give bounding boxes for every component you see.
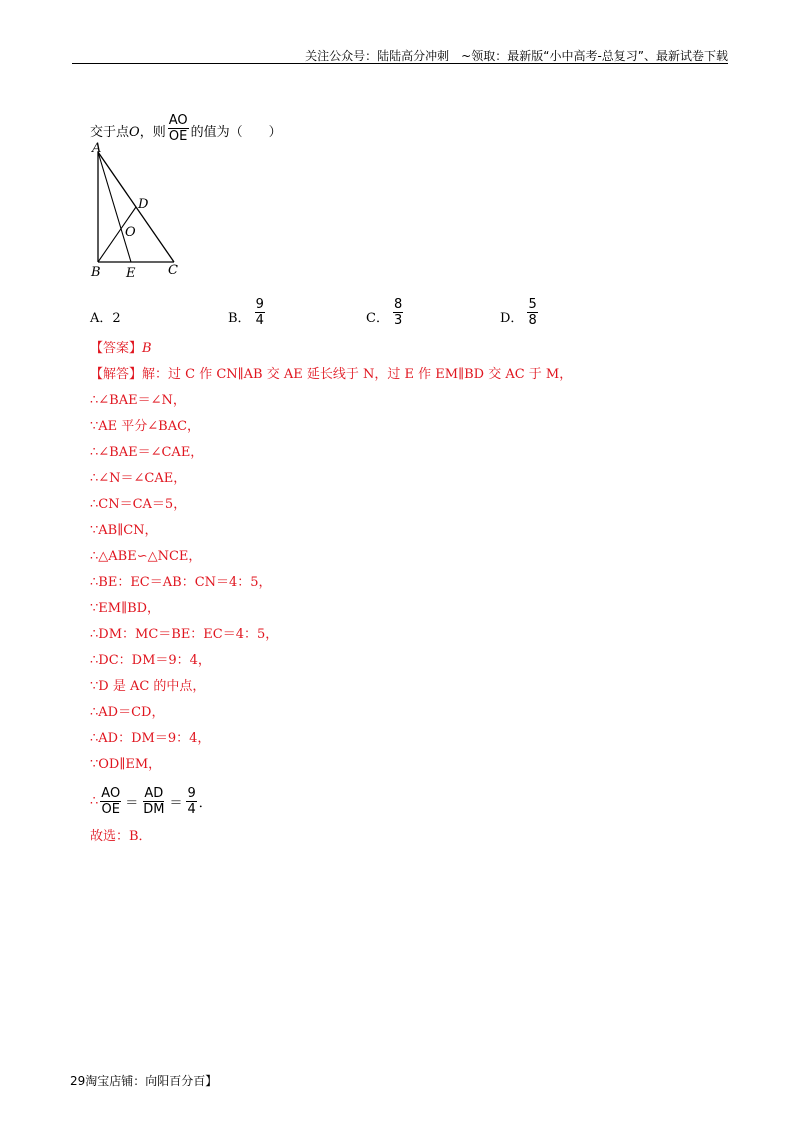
question-suffix: 的值为（ ） — [190, 125, 282, 140]
solution-line: ∴∠BAE＝∠CAE， — [90, 445, 204, 460]
solution-line: ∴DM：MC＝BE：EC＝4：5， — [90, 627, 279, 642]
answer-value: B — [142, 341, 152, 356]
solution-line: 【解答】解：过 C 作 CN∥AB 交 AE 延长线于 N，过 E 作 EM∥BD 交 AC 于 M， — [90, 367, 573, 382]
answer-prefix: 【答案】 — [90, 341, 143, 356]
option-c-label: C． — [366, 311, 389, 326]
solution-line: ∴CN＝CA＝5， — [90, 497, 187, 512]
question-prefix: 交于点 — [90, 125, 130, 140]
solution-line: ∴△ABE∽△NCE， — [90, 549, 202, 564]
header-divider — [72, 63, 728, 64]
fraction-denominator: OE — [168, 129, 188, 144]
final-f2-den: DM — [143, 801, 165, 817]
equals-sign: ＝ — [169, 795, 183, 811]
question-point: O — [129, 125, 140, 140]
option-d-fraction — [527, 297, 537, 328]
final-end: ． — [198, 795, 212, 811]
answer-options — [90, 286, 590, 328]
solution-line: ∴AD：DM＝9：4， — [90, 731, 211, 746]
final-f1-den: OE — [101, 801, 120, 817]
fraction-numerator: AO — [168, 113, 188, 128]
page-header — [72, 47, 728, 64]
page-footer — [70, 1072, 217, 1089]
option-b[interactable] — [228, 297, 267, 328]
final-fraction-ao-oe — [100, 786, 121, 817]
header-text: 关注公众号：陆陆高分冲刺 ~领取：最新版“小中高考-总复习”、最新试卷下载 — [305, 49, 728, 63]
label-e: E — [126, 266, 136, 281]
question-mid: ，则 — [139, 125, 166, 140]
option-c-den: 3 — [393, 313, 403, 328]
solution-line: ∵EM∥BD， — [90, 601, 161, 616]
solution-line: ∵D 是 AC 的中点， — [90, 679, 206, 694]
label-c: C — [168, 263, 178, 278]
option-a[interactable] — [90, 307, 121, 328]
final-equation — [90, 778, 730, 824]
footer-text: 29淘宝店铺：向阳百分百】 — [70, 1074, 218, 1088]
solution-line: ∴∠BAE＝∠N， — [90, 393, 186, 408]
label-b: B — [91, 265, 101, 280]
final-f3-num: 9 — [187, 785, 196, 801]
label-o: O — [125, 225, 136, 240]
final-prefix: ∴ — [90, 793, 99, 809]
solution-line: ∵OD∥EM， — [90, 757, 162, 772]
option-b-fraction — [255, 297, 265, 328]
equals-sign: ＝ — [125, 795, 139, 811]
final-f1-num: AO — [101, 785, 121, 801]
solution-block — [90, 336, 730, 850]
option-c-num: 8 — [393, 297, 403, 312]
final-f2-num: AD — [144, 785, 164, 801]
option-d-label: D． — [500, 311, 524, 326]
solution-line: ∵AB∥CN， — [90, 523, 158, 538]
solution-line: ∴∠N＝∠CAE， — [90, 471, 187, 486]
conclusion-line: 故选：B． — [90, 829, 152, 844]
segment-ae — [98, 152, 131, 262]
label-a: A — [92, 141, 102, 156]
solution-line: ∴DC：DM＝9：4， — [90, 653, 211, 668]
solution-line: ∴AD＝CD， — [90, 705, 165, 720]
option-b-den: 4 — [255, 313, 264, 328]
option-c-fraction — [393, 297, 403, 328]
final-fraction-9-4 — [186, 786, 196, 817]
answer-line — [90, 336, 730, 362]
solution-line: ∵AE 平分∠BAC， — [90, 419, 201, 434]
solution-line: ∴BE：EC＝AB：CN＝4：5， — [90, 575, 272, 590]
option-b-label: B． — [228, 311, 251, 326]
option-d[interactable] — [500, 297, 540, 328]
triangle-figure — [84, 140, 194, 282]
label-d: D — [138, 197, 149, 212]
final-fraction-ad-dm — [142, 786, 165, 817]
option-c[interactable] — [366, 297, 405, 328]
final-f3-den: 4 — [187, 801, 196, 817]
option-d-num: 5 — [528, 297, 537, 312]
option-d-den: 8 — [528, 313, 537, 328]
question-line — [90, 94, 282, 144]
option-a-label: A．2 — [90, 311, 121, 326]
option-b-num: 9 — [255, 297, 264, 312]
